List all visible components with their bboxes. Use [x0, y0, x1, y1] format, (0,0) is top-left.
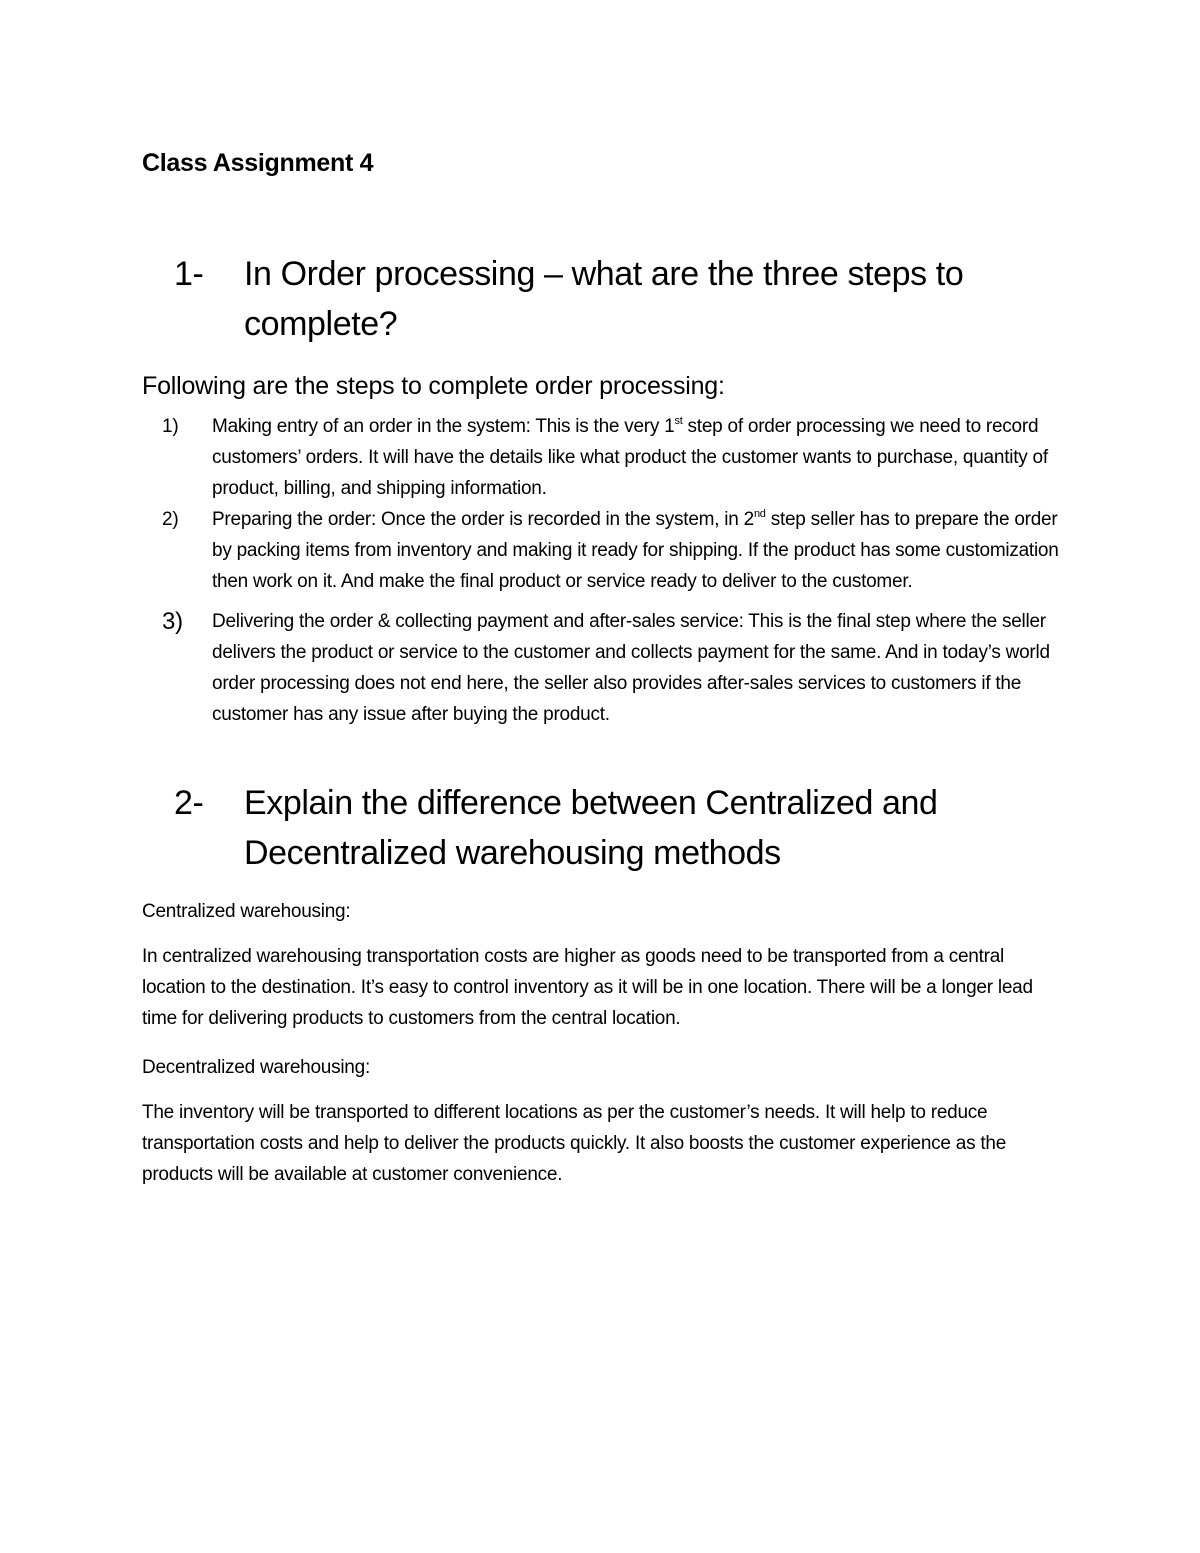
question-2-number: 2-: [174, 784, 204, 822]
order-steps-list: [142, 411, 1072, 730]
centralized-paragraph: In centralized warehousing transportation costs are higher as goods need to be transported from a central location to the destination. It’s easy to control inventory as it will be in one location. There will be a longer lead time for delivering products to customers from the central location.: [142, 946, 1033, 1029]
question-2-text: Explain the difference between Centralized and Decentralized warehousing methods: [244, 784, 938, 872]
document-title: Class Assignment 4: [142, 149, 374, 177]
order-step-3-text: Delivering the order & collecting payment and after-sales service: This is the final step where the seller delivers the product or service to the customer and collects payment for the same. And in today’s world order processing does not end here, the seller also provides after-sales services to customers if the customer has any issue after buying the product.: [212, 611, 1050, 725]
question-1-number: 1-: [174, 255, 204, 293]
order-step-1-text-start: Making entry of an order in the system: This is the very 1: [212, 416, 675, 437]
document-body: [142, 145, 1072, 1204]
order-step-2: [142, 504, 1072, 597]
order-step-1-number: 1): [162, 416, 179, 437]
centralized-label: Centralized warehousing:: [142, 901, 351, 922]
question-2-section: [142, 778, 1072, 1190]
order-step-2-number: 2): [162, 509, 179, 530]
question-2-heading: [142, 778, 1072, 878]
question-1-text: In Order processing – what are the three steps to complete?: [244, 255, 964, 343]
order-step-2-text-end: step seller has to prepare the order by packing items from inventory and making it ready for shipping. If the product has some customization then work on it. And make the final product or service ready to deliver to the customer.: [212, 509, 1059, 592]
decentralized-paragraph: The inventory will be transported to different locations as per the customer’s needs. It will help to reduce transportation costs and help to deliver the products quickly. It also boosts the customer experience as the products will be available at customer convenience.: [142, 1102, 1007, 1185]
order-step-2-text: [212, 504, 1072, 597]
order-step-1-ordinal: st: [674, 415, 683, 427]
decentralized-label: Decentralized warehousing:: [142, 1057, 370, 1078]
question-1-heading: [142, 249, 1072, 349]
order-step-1-text-end: step of order processing we need to record customers’ orders. It will have the details like what product the customer wants to purchase, quantity of product, billing, and shipping information.: [212, 416, 1048, 499]
order-step-2-ordinal: nd: [753, 508, 766, 520]
order-step-1-text: [212, 411, 1072, 504]
question-1-intro: Following are the steps to complete order processing:: [142, 372, 725, 400]
order-step-1: [142, 411, 1072, 504]
order-step-3-number: 3): [162, 608, 183, 635]
order-step-2-text-start: Preparing the order: Once the order is recorded in the system, in 2: [212, 509, 754, 530]
order-step-3: [142, 606, 1072, 730]
